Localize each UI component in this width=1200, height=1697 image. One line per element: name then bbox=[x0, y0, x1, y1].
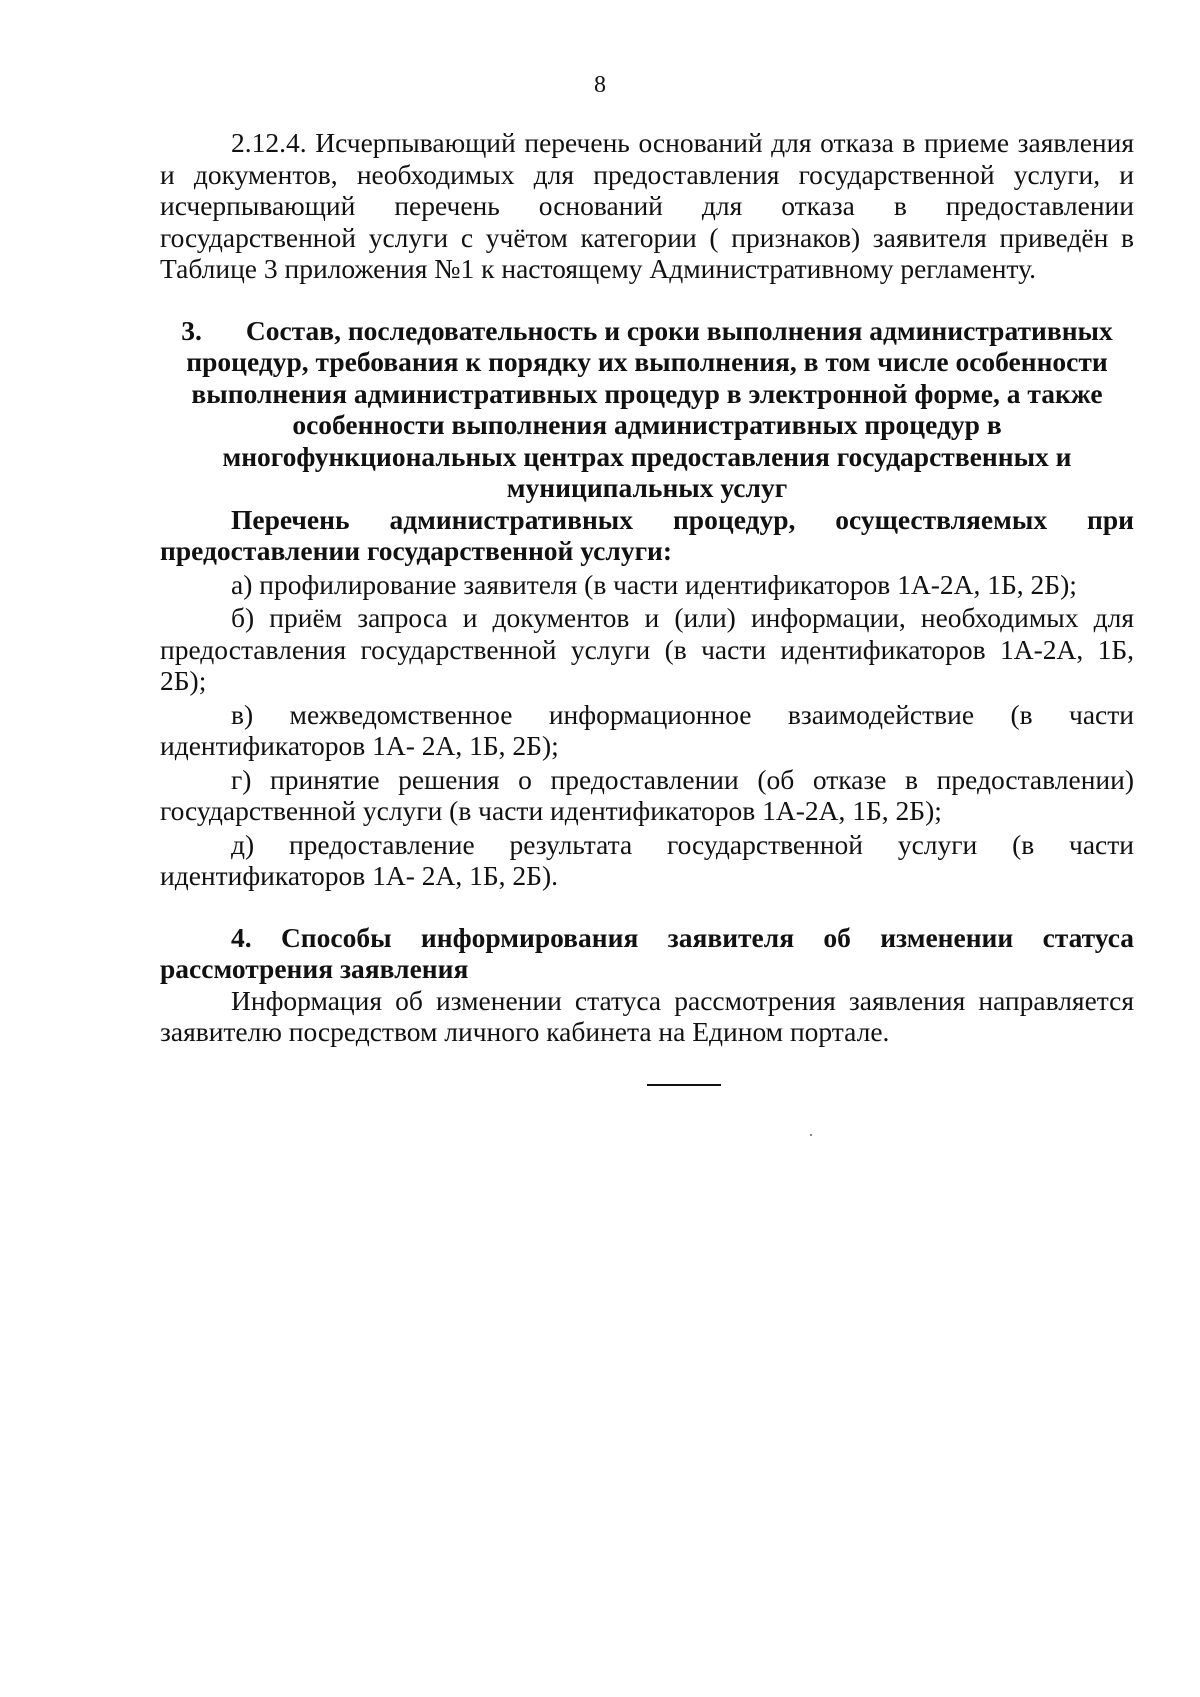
list-item: б) приём запроса и документов и (или) информации, необходимых для предоставления государственной услуги (в части идентификаторов 1А-2А, 1Б, 2Б); bbox=[160, 602, 1134, 696]
section-3-heading bbox=[160, 315, 1134, 504]
page-content bbox=[160, 127, 1134, 1048]
list-item: а) профилирование заявителя (в части идентификаторов 1А-2А, 1Б, 2Б); bbox=[231, 568, 1077, 600]
section-3-title: Состав, последовательность и сроки выполнения административных процедур, требования к порядку их выполнения, в том числе особенности выполнения административных процедур в электронной форме, а также особенности выполнения административных процедур в многофункциональных центрах предоставления государственных и муниципальных услуг bbox=[186, 314, 1113, 503]
closing-rule bbox=[647, 1084, 721, 1086]
section-4-heading: 4. Способы информирования заявителя об изменении статуса рассмотрения заявления bbox=[160, 921, 1134, 984]
list-item: г) принятие решения о предоставлении (об отказе в предоставлении) государственной услуги (в части идентификаторов 1А-2А, 1Б, 2Б); bbox=[160, 763, 1134, 826]
section-3-number: 3. bbox=[181, 314, 202, 346]
list-item: д) предоставление результата государственной услуги (в части идентификаторов 1А- 2А, 1Б, 2Б). bbox=[160, 828, 1134, 891]
list-item: в) межведомственное информационное взаимодействие (в части идентификаторов 1А- 2А, 1Б, 2Б); bbox=[160, 698, 1134, 761]
page-number: 8 bbox=[594, 72, 606, 98]
scan-speck bbox=[810, 1134, 812, 1136]
paragraph-2-12-4: 2.12.4. Исчерпывающий перечень оснований для отказа в приеме заявления и документов, необходимых для предоставления государственной услуги, и исчерпывающий перечень оснований для отказа в предоставлении государственной услуги с учётом категории ( признаков) заявителя приведён в Таблице 3 приложения №1 к настоящему Административному регламенту. bbox=[160, 127, 1134, 284]
section-4-body: Информация об изменении статуса рассмотрения заявления направляется заявителю посредством личного кабинета на Едином портале. bbox=[160, 984, 1134, 1047]
procedures-list-title: Перечень административных процедур, осуществляемых при предоставлении государственной услуги: bbox=[160, 503, 1134, 566]
